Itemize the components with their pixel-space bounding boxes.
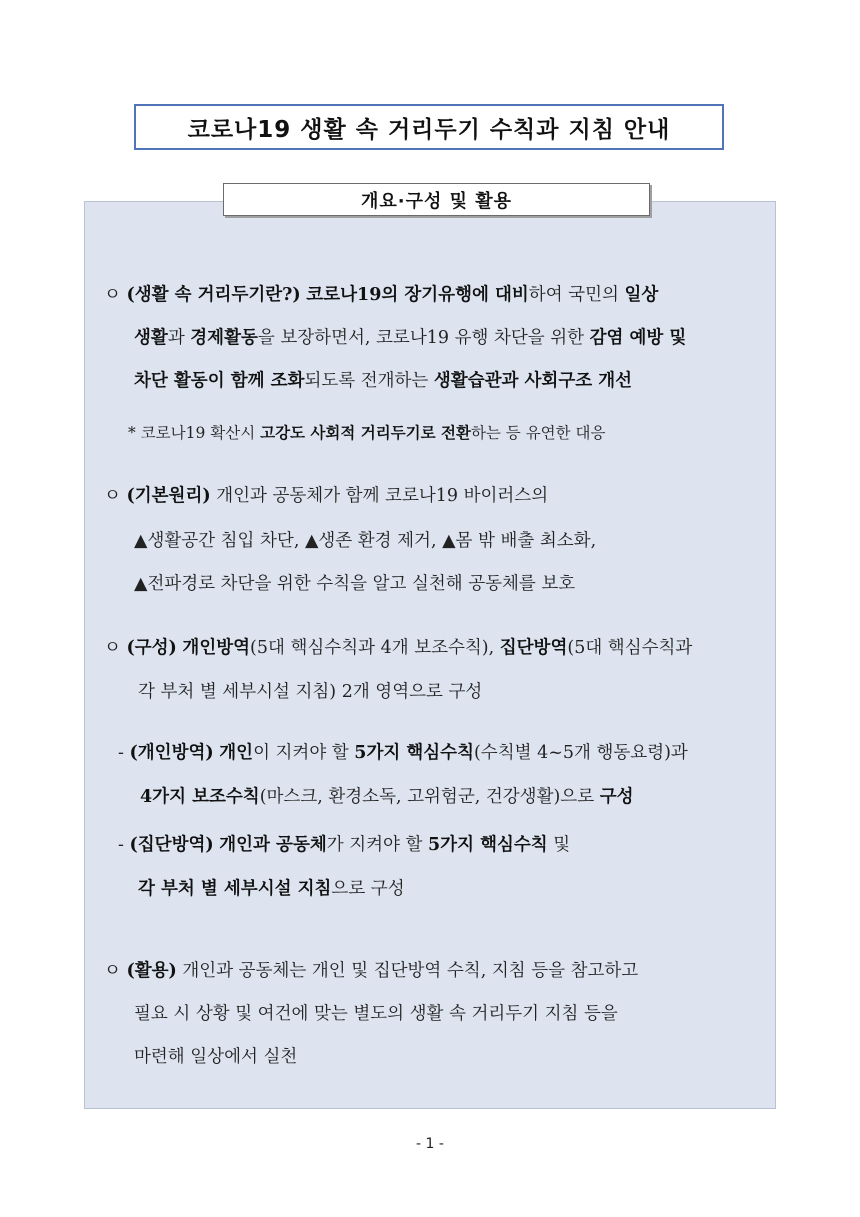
text-line — [134, 1002, 618, 1026]
text-segment: 을 보장하면서, 코로나19 유행 차단을 위한 — [257, 328, 590, 348]
text-segment: ㅇ — [104, 638, 127, 658]
text-segment: (5대 핵심수칙과 4개 보조수칙), — [250, 638, 500, 658]
text-segment: (수칙별 4~5개 행동요령)과 — [473, 743, 688, 763]
page-number: - 1 - — [416, 1136, 444, 1152]
text-segment: 이 지켜야 할 — [253, 743, 355, 763]
text-segment: 마련해 일상에서 실천 — [134, 1047, 298, 1067]
text-segment: 과 — [167, 328, 191, 348]
text-segment: 하는 등 유연한 대응 — [470, 424, 606, 442]
text-segment: 생활습관과 사회구조 개선 — [433, 371, 633, 391]
text-line — [104, 636, 692, 660]
text-segment: 4가지 보조수칙 — [140, 787, 260, 807]
document-title: 코로나19 생활 속 거리두기 수칙과 지침 안내 — [134, 104, 724, 150]
text-segment: ㅇ — [104, 285, 127, 305]
text-segment: 고강도 사회적 거리두기로 전환 — [260, 423, 471, 442]
text-segment: ▲생활공간 침입 차단, ▲생존 환경 제거, ▲몸 밖 배출 최소화, — [134, 531, 597, 551]
text-segment: 각 부처 별 세부시설 지침) 2개 영역으로 구성 — [138, 682, 483, 702]
text-segment: 감염 예방 및 — [589, 328, 687, 348]
text-segment: 가 지켜야 할 — [326, 835, 428, 855]
text-segment: 되도록 전개하는 — [304, 371, 434, 391]
text-segment: 구성 — [599, 787, 634, 807]
text-segment: 개인 — [219, 743, 254, 763]
text-segment: 으로 구성 — [331, 879, 405, 899]
text-segment: ㅇ — [104, 961, 127, 981]
text-line — [134, 1045, 297, 1069]
text-segment: 5가지 핵심수칙 — [428, 835, 548, 855]
text-segment: 코로나19의 장기유행에 대비 — [306, 285, 529, 305]
text-line — [138, 680, 482, 704]
text-segment: 경제활동 — [190, 328, 258, 348]
text-segment: 각 부처 별 세부시설 지침 — [138, 879, 332, 899]
text-segment: 개인과 공동체는 개인 및 집단방역 수칙, 지침 등을 참고하고 — [176, 961, 639, 981]
text-segment: (5대 핵심수칙과 — [567, 638, 693, 658]
text-segment: 5가지 핵심수칙 — [354, 743, 474, 763]
text-segment: 하여 국민의 — [528, 285, 625, 305]
text-segment: 개인과 공동체 — [219, 835, 327, 855]
text-segment: 개인과 공동체가 함께 코로나19 바이러스의 — [210, 486, 549, 506]
text-segment: - — [118, 743, 130, 763]
text-segment: ▲전파경로 차단을 위한 수칙을 알고 실천해 공동체를 보호 — [134, 574, 576, 594]
text-line — [134, 326, 686, 350]
text-line — [104, 484, 548, 508]
text-segment: - — [118, 835, 130, 855]
text-line — [104, 959, 638, 983]
text-line — [104, 283, 658, 307]
text-segment: (생활 속 거리두기란?) — [126, 285, 301, 305]
text-segment: 일상 — [624, 285, 659, 305]
text-segment: 집단방역 — [499, 638, 568, 658]
text-line — [134, 572, 575, 596]
text-segment: (활용) — [126, 961, 177, 981]
section-heading: 개요·구성 및 활용 — [223, 183, 650, 216]
text-segment: 차단 활동이 함께 조화 — [134, 371, 305, 391]
footnote-line — [128, 421, 606, 445]
text-segment: (구성) — [126, 638, 177, 658]
text-segment: ㅇ — [104, 486, 127, 506]
text-segment: 및 — [547, 835, 571, 855]
text-segment: (마스크, 환경소독, 고위험군, 건강생활)으로 — [259, 787, 600, 807]
text-segment: (기본원리) — [126, 486, 211, 506]
text-segment: 개인방역 — [182, 638, 251, 658]
text-line — [118, 741, 688, 765]
text-segment: 필요 시 상황 및 여건에 맞는 별도의 생활 속 거리두기 지침 등을 — [134, 1004, 618, 1024]
text-line — [140, 785, 634, 809]
text-line — [134, 529, 596, 553]
text-line — [134, 369, 632, 393]
text-line — [118, 833, 570, 857]
text-segment: 생활 — [134, 328, 168, 348]
text-segment: (집단방역) — [129, 835, 214, 855]
text-segment: * 코로나19 확산시 — [128, 424, 261, 442]
text-segment: (개인방역) — [129, 743, 214, 763]
text-line — [138, 877, 405, 901]
